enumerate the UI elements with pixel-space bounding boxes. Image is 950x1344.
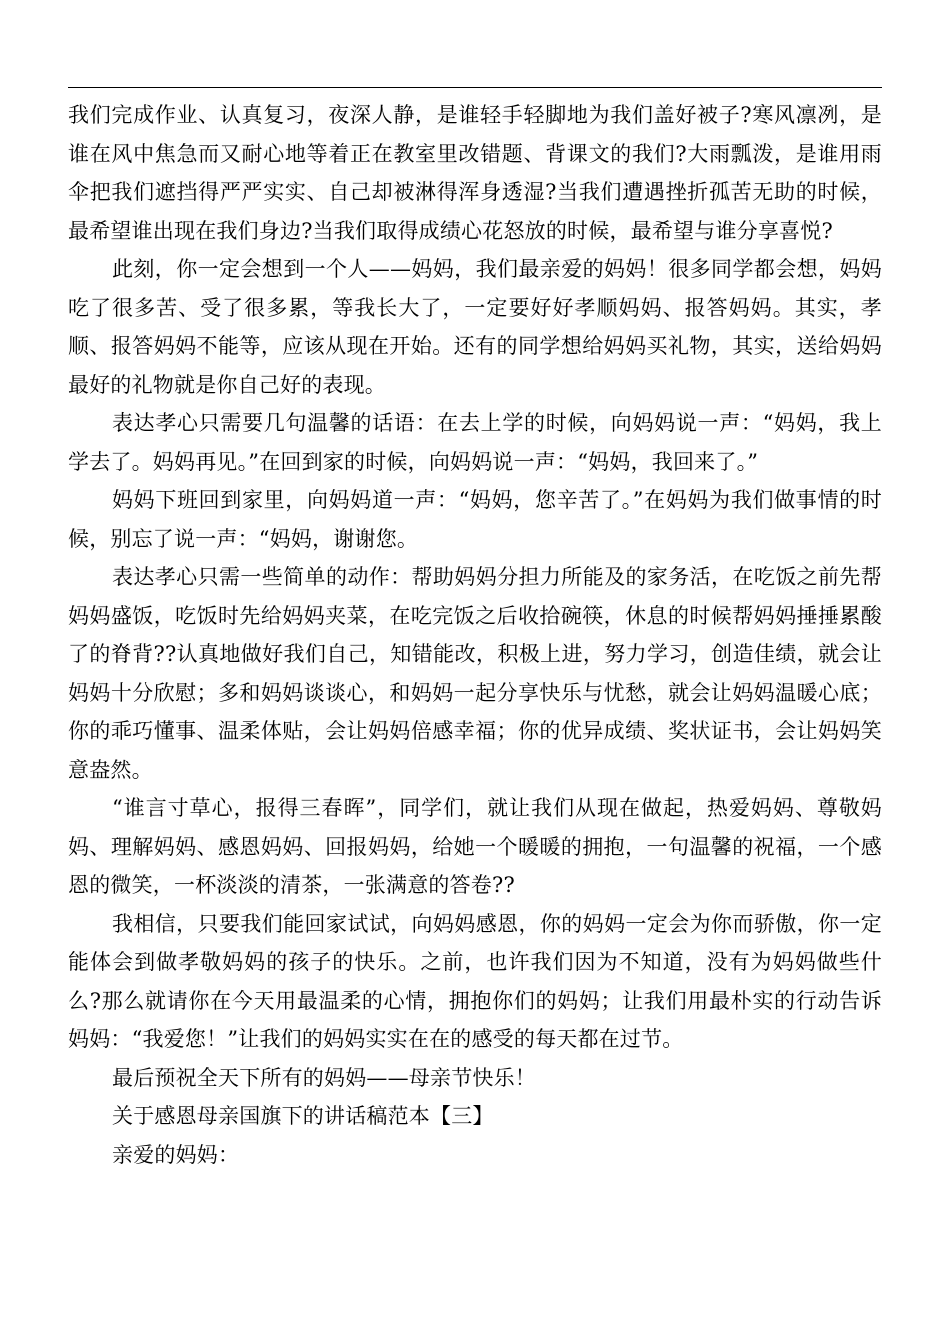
paragraph-4: 妈妈下班回到家里，向妈妈道一声：“妈妈，您辛苦了。”在妈妈为我们做事情的时候，别忘了说一声：“妈妈，谢谢您。 (68, 488, 882, 551)
paragraph-3: 表达孝心只需要几句温馨的话语：在去上学的时候，向妈妈说一声：“妈妈，我上学去了。妈妈再见。”在回到家的时候，向妈妈说一声：“妈妈，我回来了。” (68, 411, 882, 474)
document-body (68, 96, 882, 1174)
section-heading: 关于感恩母亲国旗下的讲话稿范本【三】 (112, 1104, 494, 1128)
paragraph-1: 我们完成作业、认真复习，夜深人静，是谁轻手轻脚地为我们盖好被子?寒风凛冽，是谁在风中焦急而又耐心地等着正在教室里改错题、背课文的我们?大雨瓢泼，是谁用雨伞把我们遮挡得严严实实、自己却被淋得浑身透湿?当我们遭遇挫折孤苦无助的时候，最希望谁出现在我们身边?当我们取得成绩心花怒放的时候，最希望与谁分享喜悦? (68, 103, 882, 243)
paragraph-7: 我相信，只要我们能回家试试，向妈妈感恩，你的妈妈一定会为你而骄傲，你一定能体会到做孝敬妈妈的孩子的快乐。之前，也许我们因为不知道，没有为妈妈做些什么?那么就请你在今天用最温柔的心情，拥抱你们的妈妈；让我们用最朴实的行动告诉妈妈：“我爱您！”让我们的妈妈实实在在的感受的每天都在过节。 (68, 911, 882, 1051)
paragraph-8: 最后预祝全天下所有的妈妈——母亲节快乐！ (112, 1065, 536, 1090)
paragraph-6: “谁言寸草心，报得三春晖”，同学们，就让我们从现在做起，热爱妈妈、尊敬妈妈、理解妈妈、感恩妈妈、回报妈妈，给她一个暖暖的拥抱，一句温馨的祝福，一个感恩的微笑，一杯淡淡的清茶，一张满意的答卷?? (68, 796, 882, 897)
paragraph-5: 表达孝心只需一些简单的动作：帮助妈妈分担力所能及的家务活，在吃饭之前先帮妈妈盛饭，吃饭时先给妈妈夹菜，在吃完饭之后收拾碗筷，休息的时候帮妈妈捶捶累酸了的脊背??认真地做好我们自己，知错能改，积极上进，努力学习，创造佳绩，就会让妈妈十分欣慰；多和妈妈谈谈心，和妈妈一起分享快乐与忧愁，就会让妈妈温暖心底；你的乖巧懂事、温柔体贴，会让妈妈倍感幸福；你的优异成绩、奖状证书，会让妈妈笑意盎然。 (68, 565, 882, 782)
header-rule (68, 87, 882, 88)
salutation: 亲爱的妈妈： (112, 1142, 240, 1167)
paragraph-2: 此刻，你一定会想到一个人——妈妈，我们最亲爱的妈妈！很多同学都会想，妈妈吃了很多苦、受了很多累，等我长大了，一定要好好孝顺妈妈、报答妈妈。其实，孝顺、报答妈妈不能等，应该从现在开始。还有的同学想给妈妈买礼物，其实，送给妈妈最好的礼物就是你自己好的表现。 (68, 257, 882, 397)
